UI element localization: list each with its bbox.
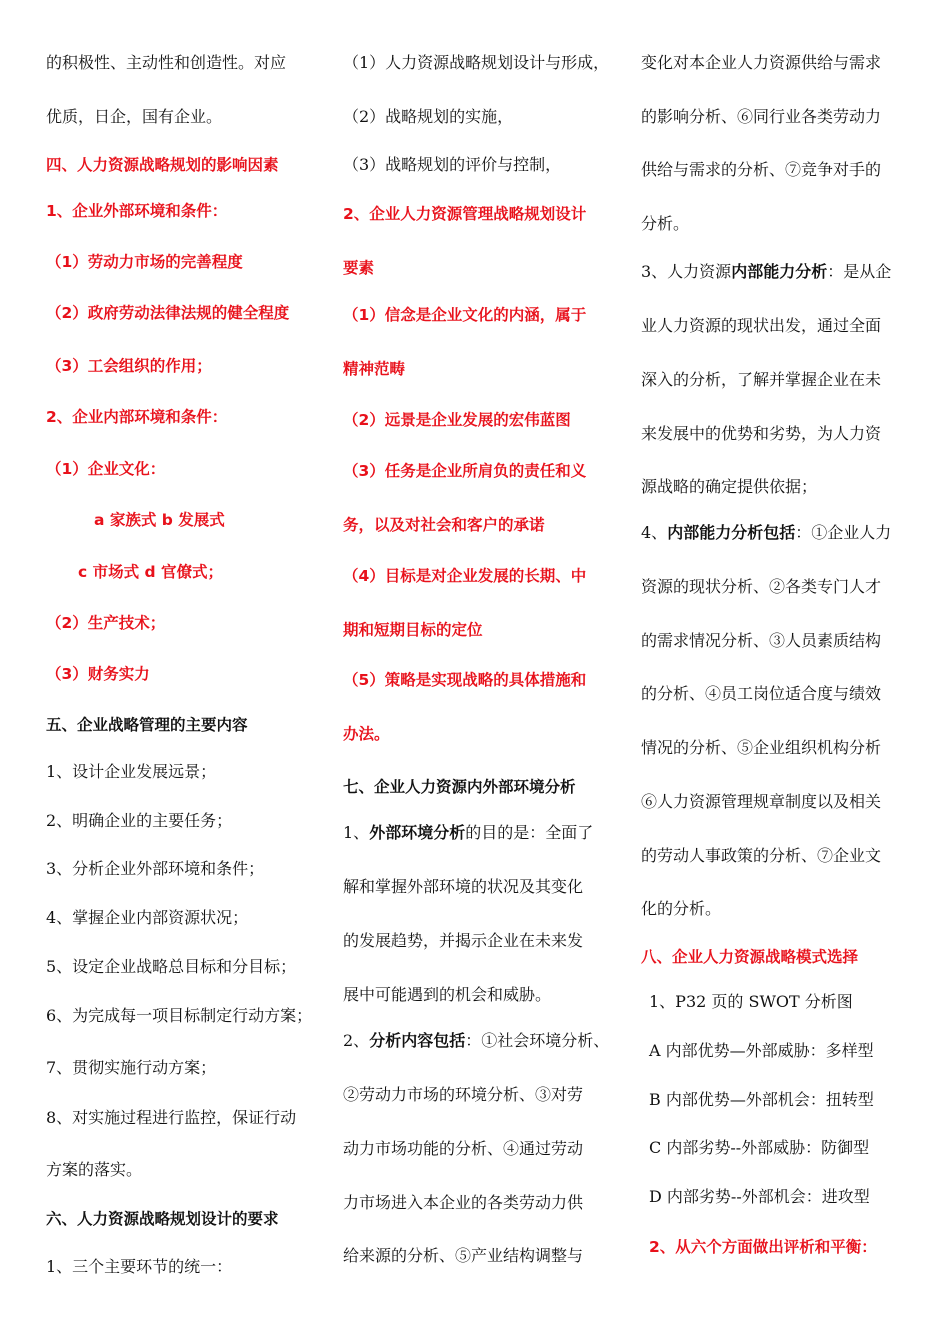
col2-line: 解和掌握外部环境的状况及其变化 — [343, 877, 584, 896]
col2-line: ②劳动力市场的环境分析、③对劳 — [343, 1085, 584, 1104]
col3-line: 1、P32 页的 SWOT 分析图 — [649, 992, 853, 1011]
col3-line: 源战略的确定提供依据； — [641, 477, 818, 496]
line-rest: 的目的是：全面了 — [465, 823, 594, 842]
bold-term: 外部环境分析 — [369, 823, 466, 842]
col2-line: （3）战略规划的评价与控制， — [343, 155, 562, 174]
col2-line: （1）人力资源战略规划设计与形成， — [343, 53, 610, 72]
col1-line: 方案的落实。 — [46, 1160, 143, 1179]
col2-line: 七、企业人力资源内外部环境分析 — [343, 778, 576, 796]
col3-line: 分析。 — [641, 214, 690, 233]
col1-line: （3）财务实力 — [46, 665, 150, 683]
col1-line: c 市场式 d 官僚式； — [78, 563, 223, 581]
col1-line: a 家族式 b 发展式 — [94, 511, 225, 529]
col3-line: 的影响分析、⑥同行业各类劳动力 — [641, 107, 882, 126]
line-rest: ：是从企 — [827, 262, 892, 281]
col1-line: 1、设计企业发展远景； — [46, 762, 217, 781]
col1-line: 6、为完成每一项目标制定行动方案； — [46, 1006, 313, 1025]
line-prefix: 3、人力资源 — [641, 262, 732, 281]
col1-line: （2）政府劳动法律法规的健全程度 — [46, 304, 290, 322]
col3-line: A 内部优势—外部威胁：多样型 — [649, 1041, 874, 1060]
col2-line: 动力市场功能的分析、④通过劳动 — [343, 1139, 584, 1158]
col2-line: （1）信念是企业文化的内涵，属于 — [343, 306, 587, 324]
col3-line: 2、从六个方面做出评析和平衡： — [649, 1238, 877, 1256]
col2-line: 务，以及对社会和客户的承诺 — [343, 516, 545, 534]
col1-line: 3、分析企业外部环境和条件； — [46, 859, 265, 878]
col3-line: 变化对本企业人力资源供给与需求 — [641, 53, 882, 72]
col3-line: C 内部劣势--外部威胁：防御型 — [649, 1138, 870, 1157]
col2-line: 办法。 — [343, 725, 390, 743]
bold-term: 内部能力分析 — [731, 262, 828, 281]
col3-line: 资源的现状分析、②各类专门人才 — [641, 577, 882, 596]
col2-line — [343, 1030, 609, 1052]
col1-line: 四、人力资源战略规划的影响因素 — [46, 156, 279, 174]
col2-line: （4）目标是对企业发展的长期、中 — [343, 567, 587, 585]
col3-line: D 内部劣势--外部机会：进攻型 — [649, 1187, 870, 1206]
col1-line: 1、三个主要环节的统一： — [46, 1257, 233, 1276]
col2-line: 力市场进入本企业的各类劳动力供 — [343, 1193, 584, 1212]
line-rest: ：①社会环境分析、 — [465, 1031, 610, 1050]
bold-term: 内部能力分析包括 — [667, 523, 796, 542]
col2-line: 精神范畴 — [343, 360, 406, 378]
col3-line: 业人力资源的现状出发，通过全面 — [641, 316, 882, 335]
col3-line: ⑥人力资源管理规章制度以及相关 — [641, 792, 882, 811]
col3-line: 供给与需求的分析、⑦竞争对手的 — [641, 160, 882, 179]
col1-line: （3）工会组织的作用； — [46, 357, 212, 375]
col1-line: （1）企业文化： — [46, 460, 166, 478]
line-prefix: 1、 — [343, 823, 370, 842]
col1-line: （1）劳动力市场的完善程度 — [46, 253, 243, 271]
col3-line: 八、企业人力资源战略模式选择 — [641, 948, 859, 966]
col3-line: B 内部优势—外部机会：扭转型 — [649, 1090, 874, 1109]
col1-line: 五、企业战略管理的主要内容 — [46, 716, 248, 734]
col2-line — [343, 822, 593, 844]
col1-line: 8、对实施过程进行监控，保证行动 — [46, 1108, 297, 1127]
bold-term: 分析内容包括 — [369, 1031, 466, 1050]
col3-line: 情况的分析、⑤企业组织机构分析 — [641, 738, 882, 757]
col1-line: 2、明确企业的主要任务； — [46, 811, 233, 830]
col2-line: （5）策略是实现战略的具体措施和 — [343, 671, 587, 689]
col1-line: 六、人力资源战略规划设计的要求 — [46, 1210, 279, 1228]
line-prefix: 2、 — [343, 1031, 370, 1050]
col3-line: 深入的分析，了解并掌握企业在未 — [641, 370, 882, 389]
line-prefix: 4、 — [641, 523, 668, 542]
col2-line: 要素 — [343, 259, 375, 277]
col2-line: 展中可能遇到的机会和威胁。 — [343, 985, 552, 1004]
col2-line: 的发展趋势，并揭示企业在未来发 — [343, 931, 584, 950]
col1-line: 4、掌握企业内部资源状况； — [46, 908, 249, 927]
col2-line: （2）远景是企业发展的宏伟蓝图 — [343, 411, 571, 429]
line-rest: ：①企业人力 — [795, 523, 892, 542]
col1-line: 7、贯彻实施行动方案； — [46, 1058, 217, 1077]
col2-line: 期和短期目标的定位 — [343, 621, 483, 639]
col1-line: 5、设定企业战略总目标和分目标； — [46, 957, 297, 976]
col3-line — [641, 522, 891, 544]
col3-line: 的劳动人事政策的分析、⑦企业文 — [641, 846, 882, 865]
col1-line: 优质，日企，国有企业。 — [46, 107, 223, 126]
col1-line: 1、企业外部环境和条件： — [46, 202, 228, 220]
col2-line: （3）任务是企业所肩负的责任和义 — [343, 462, 587, 480]
col2-line: （2）战略规划的实施， — [343, 107, 514, 126]
col2-line: 2、企业人力资源管理战略规划设计 — [343, 205, 587, 223]
col3-line: 的分析、④员工岗位适合度与绩效 — [641, 684, 882, 703]
col1-line: （2）生产技术； — [46, 614, 166, 632]
col3-line — [641, 261, 891, 283]
col3-line: 来发展中的优势和劣势，为人力资 — [641, 424, 882, 443]
col1-line: 2、企业内部环境和条件： — [46, 408, 228, 426]
col1-line: 的积极性、主动性和创造性。对应 — [46, 53, 287, 72]
col2-line: 给来源的分析、⑤产业结构调整与 — [343, 1246, 584, 1265]
col3-line: 化的分析。 — [641, 899, 722, 918]
col3-line: 的需求情况分析、③人员素质结构 — [641, 631, 882, 650]
